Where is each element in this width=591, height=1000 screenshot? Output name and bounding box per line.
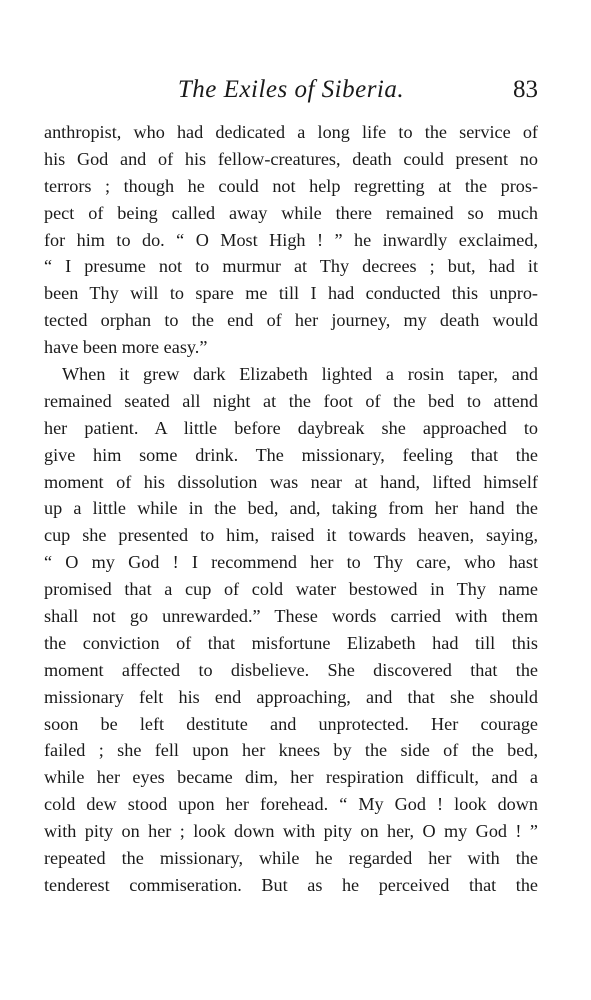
- text-line: terrors ; though he could not help regretting at the pros-: [44, 175, 538, 196]
- text-line: with pity on her ; look down with pity on her, O my God ! ”: [44, 821, 538, 842]
- text-line: promised that a cup of cold water bestowed in Thy name: [44, 579, 538, 600]
- text-line: while her eyes became dim, her respiration difficult, and a: [44, 767, 538, 788]
- running-title: The Exiles of Siberia.: [177, 76, 405, 103]
- text-line: When it grew dark Elizabeth lighted a rosin taper, and: [62, 364, 538, 385]
- text-line: cup she presented to him, raised it towards heaven, saying,: [44, 525, 538, 546]
- text-line: for him to do. “ O Most High ! ” he inwardly exclaimed,: [44, 229, 538, 250]
- text-line: her patient. A little before daybreak she approached to: [44, 417, 538, 438]
- text-line: cold dew stood upon her forehead. “ My God ! look down: [44, 794, 538, 815]
- text-line: failed ; she fell upon her knees by the side of the bed,: [44, 740, 538, 761]
- text-line: soon be left destitute and unprotected. Her courage: [44, 713, 538, 734]
- text-line: repeated the missionary, while he regarded her with the: [44, 848, 538, 869]
- text-line: remained seated all night at the foot of the bed to attend: [44, 390, 538, 411]
- text-line: his God and of his fellow-creatures, death could present no: [44, 148, 538, 169]
- text-line: missionary felt his end approaching, and that she should: [44, 686, 538, 707]
- text-line: anthropist, who had dedicated a long life to the service of: [44, 122, 538, 142]
- running-head: [44, 72, 538, 108]
- text-line: pect of being called away while there remained so much: [44, 202, 538, 223]
- text-line: the conviction of that misfortune Elizabeth had till this: [44, 632, 538, 653]
- text-line: give him some drink. The missionary, feeling that the: [44, 444, 538, 465]
- page-number: 83: [513, 76, 538, 103]
- text-line: up a little while in the bed, and, taking from her hand the: [44, 498, 538, 519]
- body-text: [44, 119, 538, 899]
- text-line: been Thy will to spare me till I had conducted this unpro-: [44, 283, 538, 304]
- text-line: “ I presume not to murmur at Thy decrees ; but, had it: [44, 256, 538, 277]
- text-line: “ O my God ! I recommend her to Thy care, who hast: [44, 552, 538, 573]
- text-line: have been more easy.”: [44, 337, 208, 358]
- text-line: moment affected to disbelieve. She discovered that the: [44, 659, 538, 680]
- text-line: tenderest commiseration. But as he perceived that the: [44, 874, 538, 895]
- text-line: tected orphan to the end of her journey, my death would: [44, 310, 538, 331]
- text-line: moment of his dissolution was near at hand, lifted himself: [44, 471, 538, 492]
- text-line: shall not go unrewarded.” These words carried with them: [44, 606, 538, 627]
